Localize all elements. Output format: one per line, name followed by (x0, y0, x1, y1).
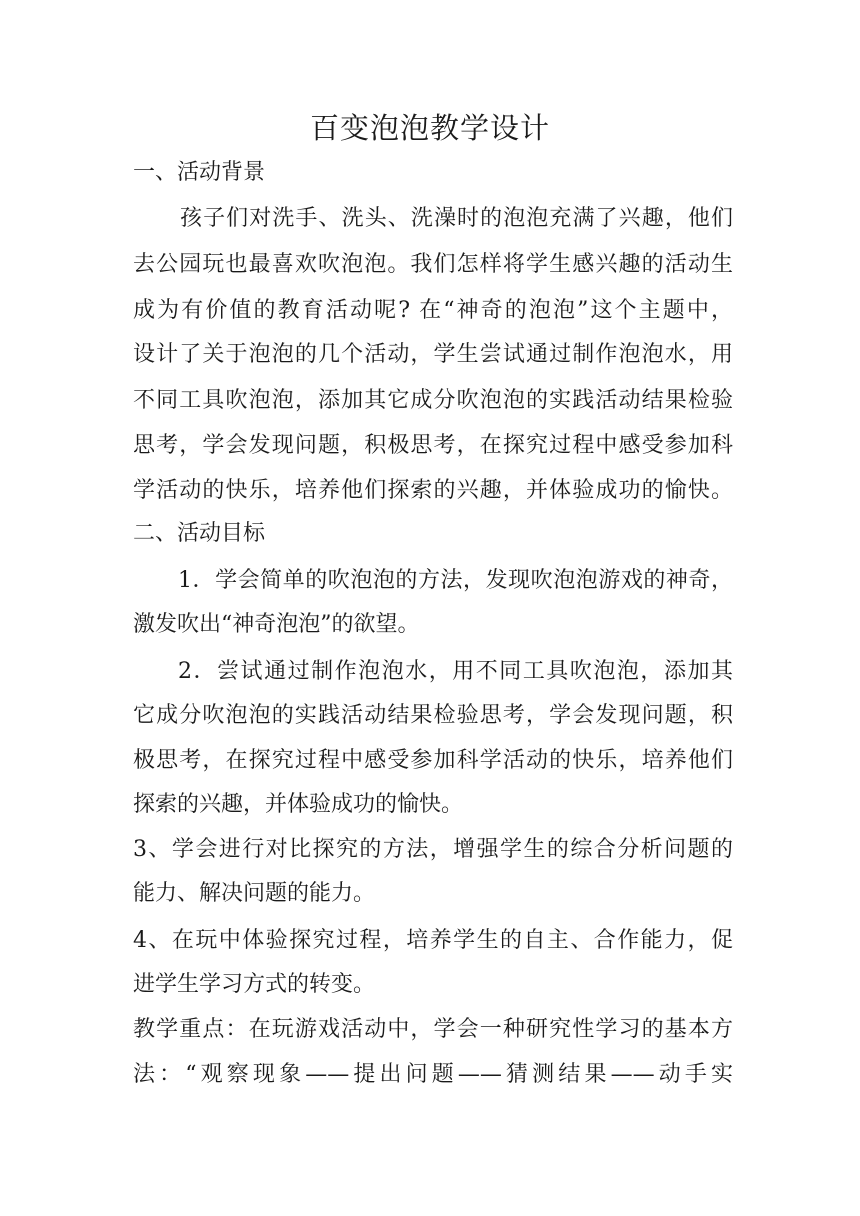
paragraph-line: 不同工具吹泡泡，添加其它成分吹泡泡的实践活动结果检验 (133, 388, 733, 413)
paragraph-line: 成为有价值的教育活动呢? 在“神奇的泡泡”这个主题中， (133, 298, 733, 323)
paragraph-line: 它成分吹泡泡的实践活动结果检验思考，学会发现问题，积 (133, 703, 733, 728)
goal-item-3: 3、学会进行对比探究的方法，增强学生的综合分析问题的 (133, 837, 733, 862)
paragraph-line: 能力、解决问题的能力。 (133, 881, 376, 906)
paragraph-line: 探索的兴趣，并体验成功的愉快。 (133, 792, 464, 817)
goal-item-4: 4、在玩中体验探究过程，培养学生的自主、合作能力，促 (133, 928, 733, 953)
paragraph-line: 思考，学会发现问题，积极思考，在探究过程中感受参加科 (133, 433, 733, 458)
document-title: 百变泡泡教学设计 (309, 111, 550, 145)
paragraph-line: 极思考，在探究过程中感受参加科学活动的快乐，培养他们 (133, 748, 733, 773)
paragraph-line: 去公园玩也最喜欢吹泡泡。我们怎样将学生感兴趣的活动生 (133, 252, 733, 277)
paragraph-line: 设计了关于泡泡的几个活动，学生尝试通过制作泡泡水，用 (133, 342, 733, 367)
teaching-focus: 教学重点：在玩游戏活动中，学会一种研究性学习的基本方 (133, 1017, 733, 1042)
paragraph-line: 孩子们对洗手、洗头、洗澡时的泡泡充满了兴趣，他们 (180, 206, 733, 231)
paragraph-line: 法：“观察现象——提出问题——猜测结果——动手实 (133, 1062, 733, 1087)
paragraph-line: 学活动的快乐，培养他们探索的兴趣，并体验成功的愉快。 (133, 478, 733, 503)
paragraph-line: 进学生学习方式的转变。 (133, 972, 376, 997)
goal-item-2: 2．尝试通过制作泡泡水，用不同工具吹泡泡，添加其 (178, 659, 733, 684)
section-heading-background: 一、活动背景 (133, 160, 266, 185)
paragraph-line: 激发吹出“神奇泡泡”的欲望。 (133, 612, 420, 637)
goal-item-1: 1．学会简单的吹泡泡的方法，发现吹泡泡游戏的神奇， (178, 568, 733, 593)
section-heading-goals: 二、活动目标 (133, 521, 266, 546)
